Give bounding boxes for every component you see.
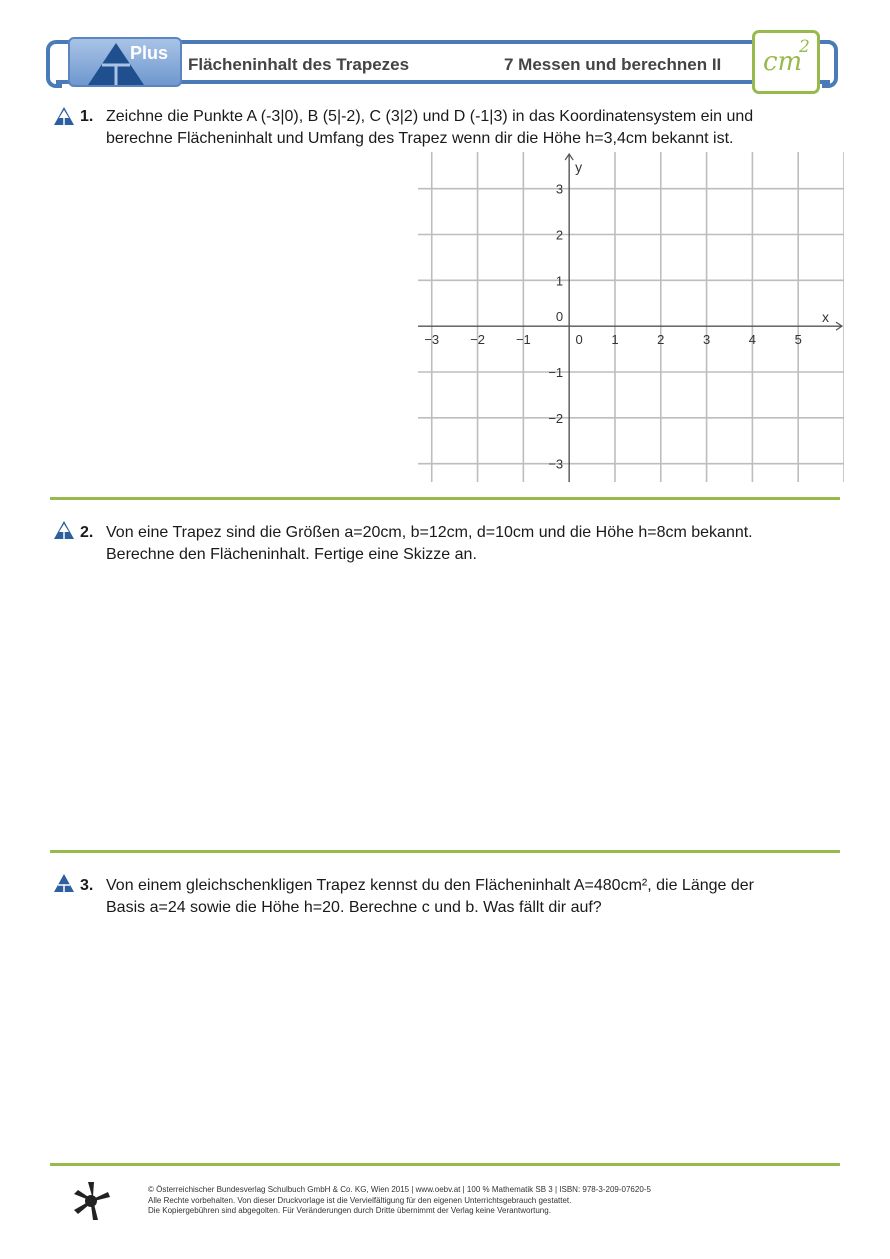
copyright-notice	[148, 1185, 651, 1217]
x-axis-label: x	[822, 309, 829, 326]
section-divider	[50, 850, 840, 853]
y-tick-label: 2	[555, 227, 564, 243]
task-text-line: Berechne den Flächeninhalt. Fertige eine Skizze an.	[106, 546, 477, 563]
task-text-line: Von eine Trapez sind die Größen a=20cm, b=12cm, d=10cm und die Höhe h=8cm bekannt.	[106, 524, 753, 541]
task-text	[106, 875, 846, 919]
worksheet-title: Flächeninhalt des Trapezes	[188, 55, 410, 74]
unit-logo	[752, 30, 820, 94]
unit-logo-text: cm	[763, 47, 803, 77]
task-text-line: Basis a=24 sowie die Höhe h=20. Berechne c und b. Was fällt dir auf?	[106, 899, 602, 916]
x-tick-label: −3	[424, 332, 440, 348]
footer-divider	[50, 1163, 840, 1166]
plus-badge	[68, 37, 182, 87]
y-axis-label: y	[575, 159, 583, 175]
chapter-title: 7 Messen und berechnen II	[504, 55, 722, 74]
difficulty-triangle-icon	[53, 873, 75, 893]
copyright-line: Alle Rechte vorbehalten. Von dieser Druckvorlage ist die Vervielfältigung für den eigenen Unterrichtsgebrauch gestattet.	[148, 1195, 572, 1205]
publisher-logo-icon	[70, 1180, 112, 1222]
x-tick-label: 2	[657, 332, 665, 348]
x-tick-label: −1	[515, 332, 531, 348]
x-tick-label: 5	[794, 332, 802, 348]
y-tick-label: 3	[555, 181, 564, 197]
x-tick-label: 3	[702, 332, 711, 348]
x-tick-label: 1	[611, 332, 619, 348]
y-tick-label: −1	[548, 365, 564, 380]
task-text	[106, 522, 846, 566]
task-text-line: Zeichne die Punkte A (-3|0), B (5|-2), C (3|2) und D (-1|3) in das Koordinatensystem ein und	[106, 108, 754, 125]
task-number: 3.	[80, 877, 94, 894]
task-text-line: Von einem gleichschenkligen Trapez kennst du den Flächeninhalt A=480cm², die Länge der	[106, 877, 754, 894]
x-tick-label: −2	[470, 332, 485, 348]
difficulty-triangle-icon	[53, 520, 75, 540]
y-tick-label: 1	[555, 273, 564, 289]
x-tick-label: 0	[575, 332, 583, 348]
difficulty-triangle-icon	[53, 106, 75, 126]
y-tick-label: −2	[548, 410, 564, 426]
unit-logo-superscript: 2	[799, 37, 810, 57]
header-right-bracket	[822, 40, 838, 88]
task-number: 2.	[80, 524, 94, 541]
task-text-line: berechne Flächeninhalt und Umfang des Trapez wenn dir die Höhe h=3,4cm bekannt ist.	[106, 130, 734, 147]
y-tick-label: −3	[548, 456, 564, 472]
task-text	[106, 106, 846, 150]
copyright-line: © Österreichischer Bundesverlag Schulbuch GmbH & Co. KG, Wien 2015 | www.oebv.at | 100 % Mathematik SB 3 | ISBN: 978-3-209-07620-5	[148, 1185, 651, 1194]
plus-badge-label: Plus	[129, 43, 168, 63]
section-divider	[50, 497, 840, 500]
copyright-line: Die Kopiergebühren sind abgegolten. Für Veränderungen durch Dritte übernimmt der Verlag keine Verantwortung.	[148, 1206, 551, 1215]
coordinate-system	[418, 152, 844, 482]
task-number: 1.	[80, 108, 94, 125]
y-tick-label: 0	[555, 309, 564, 325]
x-tick-label: 4	[748, 332, 757, 348]
